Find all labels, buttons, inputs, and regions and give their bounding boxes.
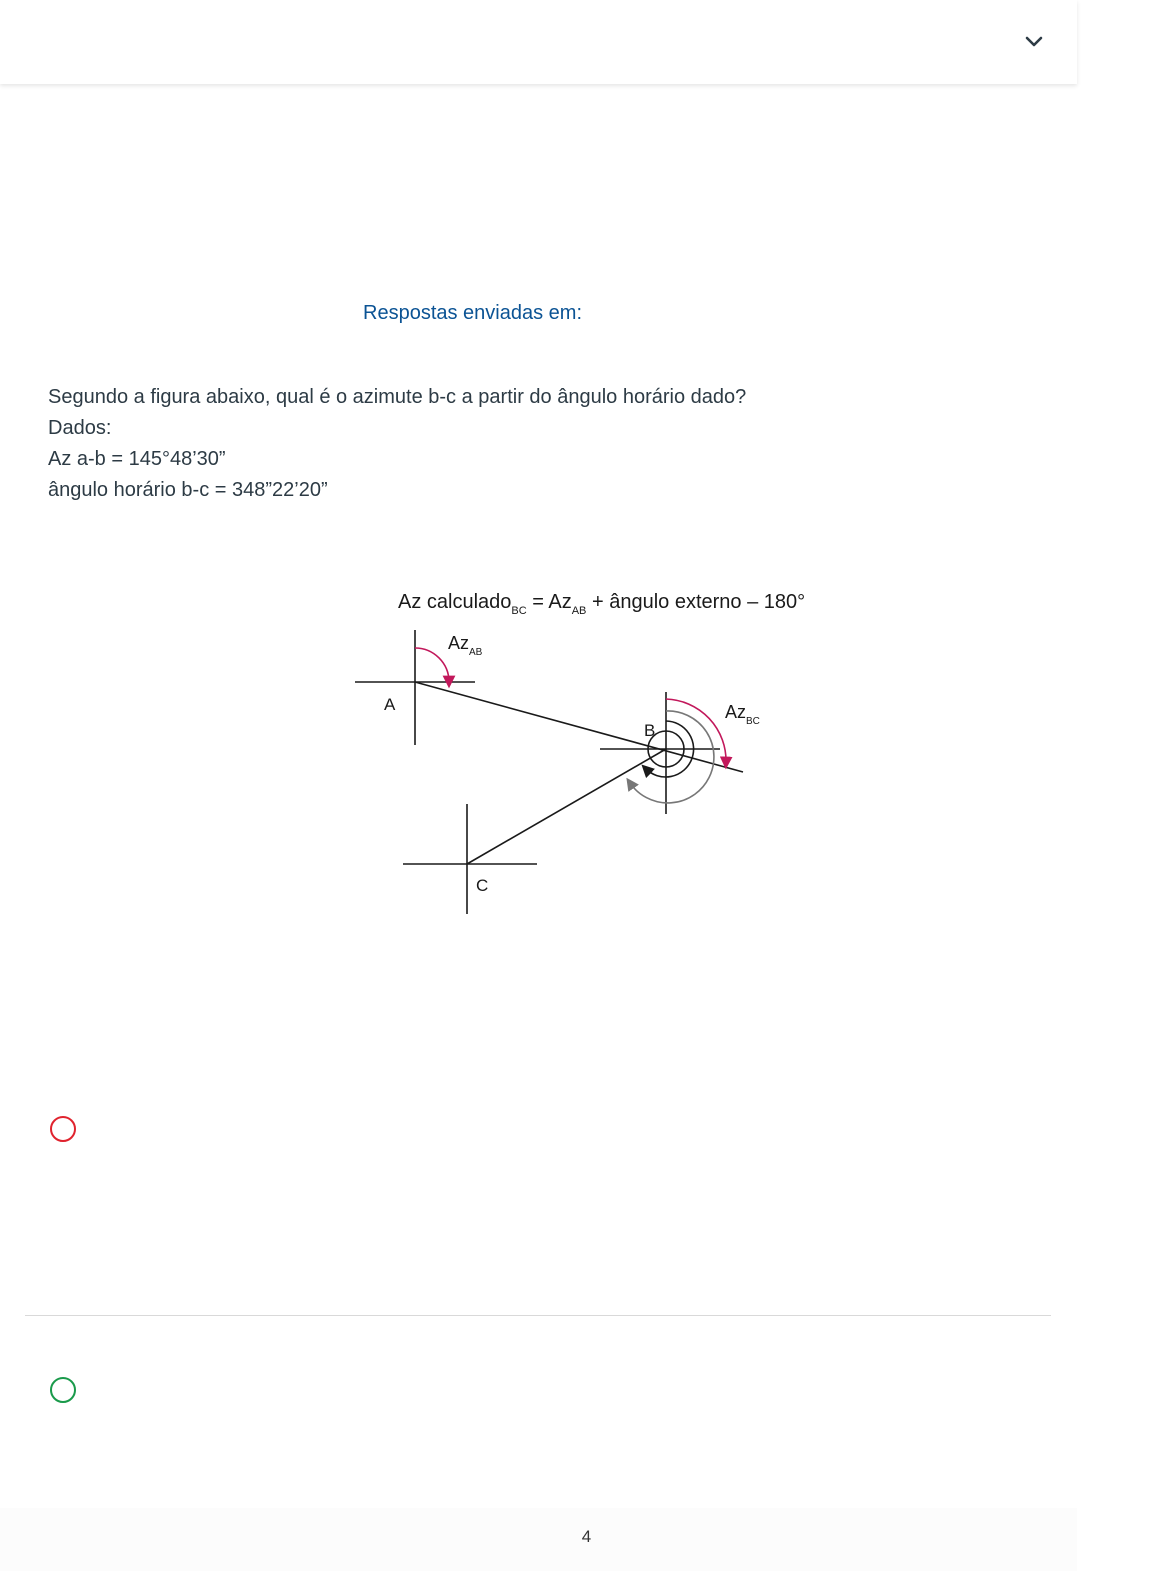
- question-text: [48, 382, 1028, 506]
- submission-label: Respostas enviadas em:: [363, 302, 583, 324]
- formula-part: = Az: [526, 591, 572, 613]
- az-ab-label: $Az_{AB}$: [448, 633, 483, 658]
- question-line: Segundo a figura abaixo, qual é o azimute b-c a partir do ângulo horário dado?: [48, 386, 747, 408]
- formula-part: Az calculado: [398, 591, 512, 613]
- formula-part: + ângulo externo – 180°: [586, 591, 806, 613]
- point-b-label: B: [644, 721, 656, 740]
- formula-subscript: AB: [571, 605, 587, 617]
- question-line: Az a-b = 145°48’30”: [48, 448, 226, 470]
- option-radio-incorrect[interactable]: [50, 1116, 76, 1142]
- az-ab-arc: [415, 648, 449, 682]
- question-line: Dados:: [48, 417, 112, 439]
- line-bc: [467, 749, 666, 864]
- point-a-label: A: [384, 695, 396, 714]
- top-bar: [0, 0, 1077, 84]
- question-line: ângulo horário b-c = 348”22’20”: [48, 479, 328, 501]
- line-ab: [415, 682, 743, 772]
- option-radio-correct[interactable]: [50, 1377, 76, 1403]
- point-c-label: C: [476, 876, 489, 895]
- formula-subscript: BC: [511, 605, 527, 617]
- angle-arc-gray: [630, 711, 714, 803]
- chevron-down-icon[interactable]: [1020, 30, 1048, 54]
- divider: [25, 1315, 1051, 1316]
- azimuth-figure: [350, 578, 806, 923]
- figure-formula: [398, 591, 805, 617]
- page-number: 4: [581, 1527, 592, 1546]
- az-bc-label: $Az_{BC}$: [725, 702, 760, 727]
